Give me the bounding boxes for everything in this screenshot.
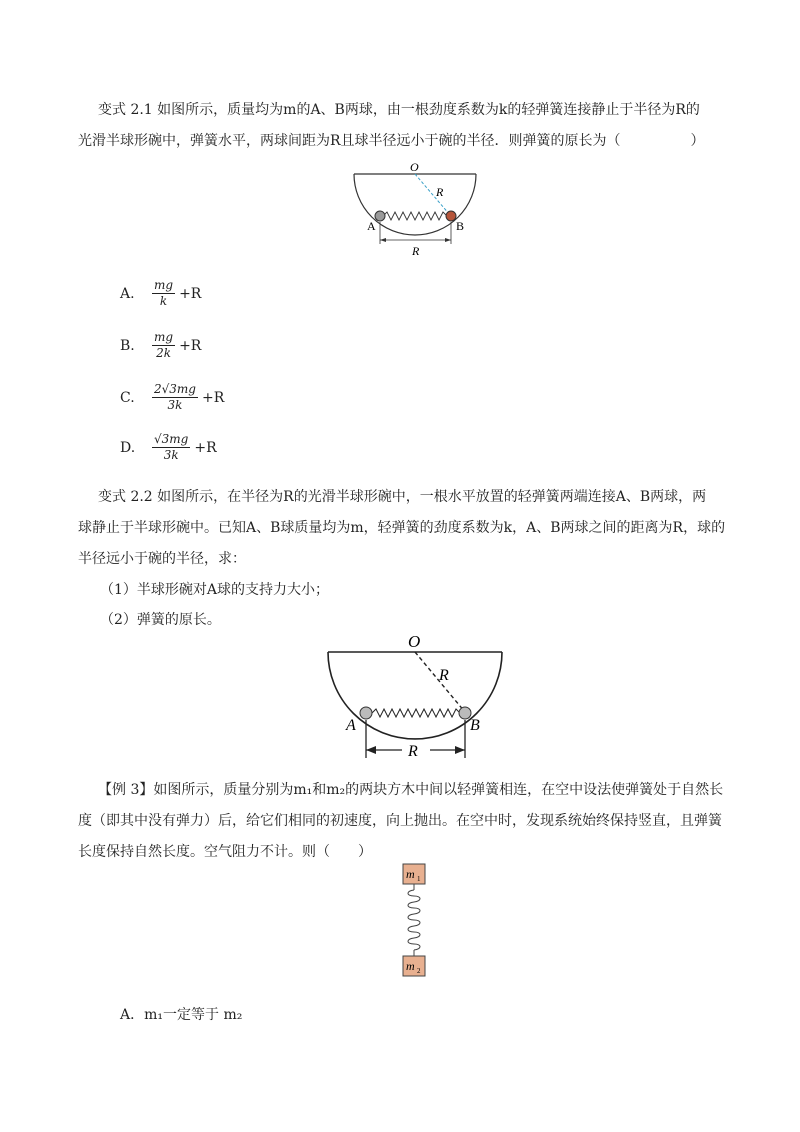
option-fraction [152,432,190,463]
q21-label-o: O [410,160,419,174]
option-label: D. [120,439,136,456]
fraction-denominator: 3k [167,398,183,412]
q21-label-r-radius: R [436,185,444,199]
q21-option-b [120,330,201,361]
option-label: A. [120,285,135,302]
option-label: B. [120,337,135,354]
option-fraction [152,382,198,413]
ex3-label-m1: m [406,867,415,881]
q21-label-b: B [456,219,465,233]
q22-bowl-figure [322,630,512,760]
q21-option-a [120,278,201,309]
option-fraction [152,278,175,309]
ex3-label-m2-sub: 2 [417,967,421,975]
q21-option-c [120,382,224,413]
fraction-denominator: 3k [163,448,179,462]
fraction-numerator: mg [154,330,174,344]
fraction-denominator: 2k [156,346,171,360]
ex3-option-a: A．m₁一定等于 m₂ [120,1007,243,1023]
q21-line2: 光滑半球形碗中，弹簧水平，两球间距为R且球半径远小于碗的半径．则弹簧的原长为（ ） [78,133,705,149]
option-tail: +R [179,337,202,354]
ex3-label-m2: m [406,959,415,973]
q22-line1: 变式 2.2 如图所示，在半径为R的光滑半球形碗中，一根水平放置的轻弹簧两端连接A、B两球，两 [98,489,707,505]
ex3-line3: 长度保持自然长度。空气阻力不计。则（ ） [78,844,372,860]
fraction-numerator: √3mg [154,432,189,446]
q22-label-r-radius: R [439,667,449,684]
ex3-label-m1-sub: 1 [417,875,421,883]
q22-sub1: （1）半球形碗对A球的支持力大小； [100,582,330,598]
q21-option-d [120,432,217,463]
ex3-spring-blocks-figure [396,862,432,982]
q22-label-o: O [408,632,421,651]
fraction-numerator: mg [154,278,174,292]
option-tail: +R [179,285,202,302]
ex3-line2: 度（即其中没有弹力）后，给它们相同的初速度，向上抛出。在空中时，发现系统始终保持竖直，且弹簧 [78,813,722,829]
q22-line2: 球静止于半球形碗中。已知A、B球质量均为m，轻弹簧的劲度系数为k，A、B两球之间的距离为R，球的 [78,520,726,536]
fraction-numerator: 2√3mg [154,382,196,396]
q22-sub2: （2）弹簧的原长。 [100,612,221,628]
ex3-line1: 【例 3】如图所示，质量分别为m₁和m₂的两块方木中间以轻弹簧相连，在空中设法使弹簧处于自然长 [98,782,724,798]
q22-line3: 半径远小于碗的半径，求： [78,551,246,567]
option-fraction [152,330,175,361]
option-tail: +R [201,389,225,406]
q21-line1: 变式 2.1 如图所示，质量均为m的A、B两球，由一根劲度系数为k的轻弹簧连接静止于半径为R的 [98,102,700,118]
q21-label-a: A [367,219,376,233]
q22-label-a: A [346,717,356,734]
option-tail: +R [194,439,217,456]
q22-label-b: B [470,717,480,734]
q21-label-r-dist: R [412,244,420,258]
q22-label-r-dist: R [408,743,418,760]
fraction-denominator: k [159,294,168,308]
q21-bowl-figure [350,160,480,260]
option-label: C. [120,389,135,406]
